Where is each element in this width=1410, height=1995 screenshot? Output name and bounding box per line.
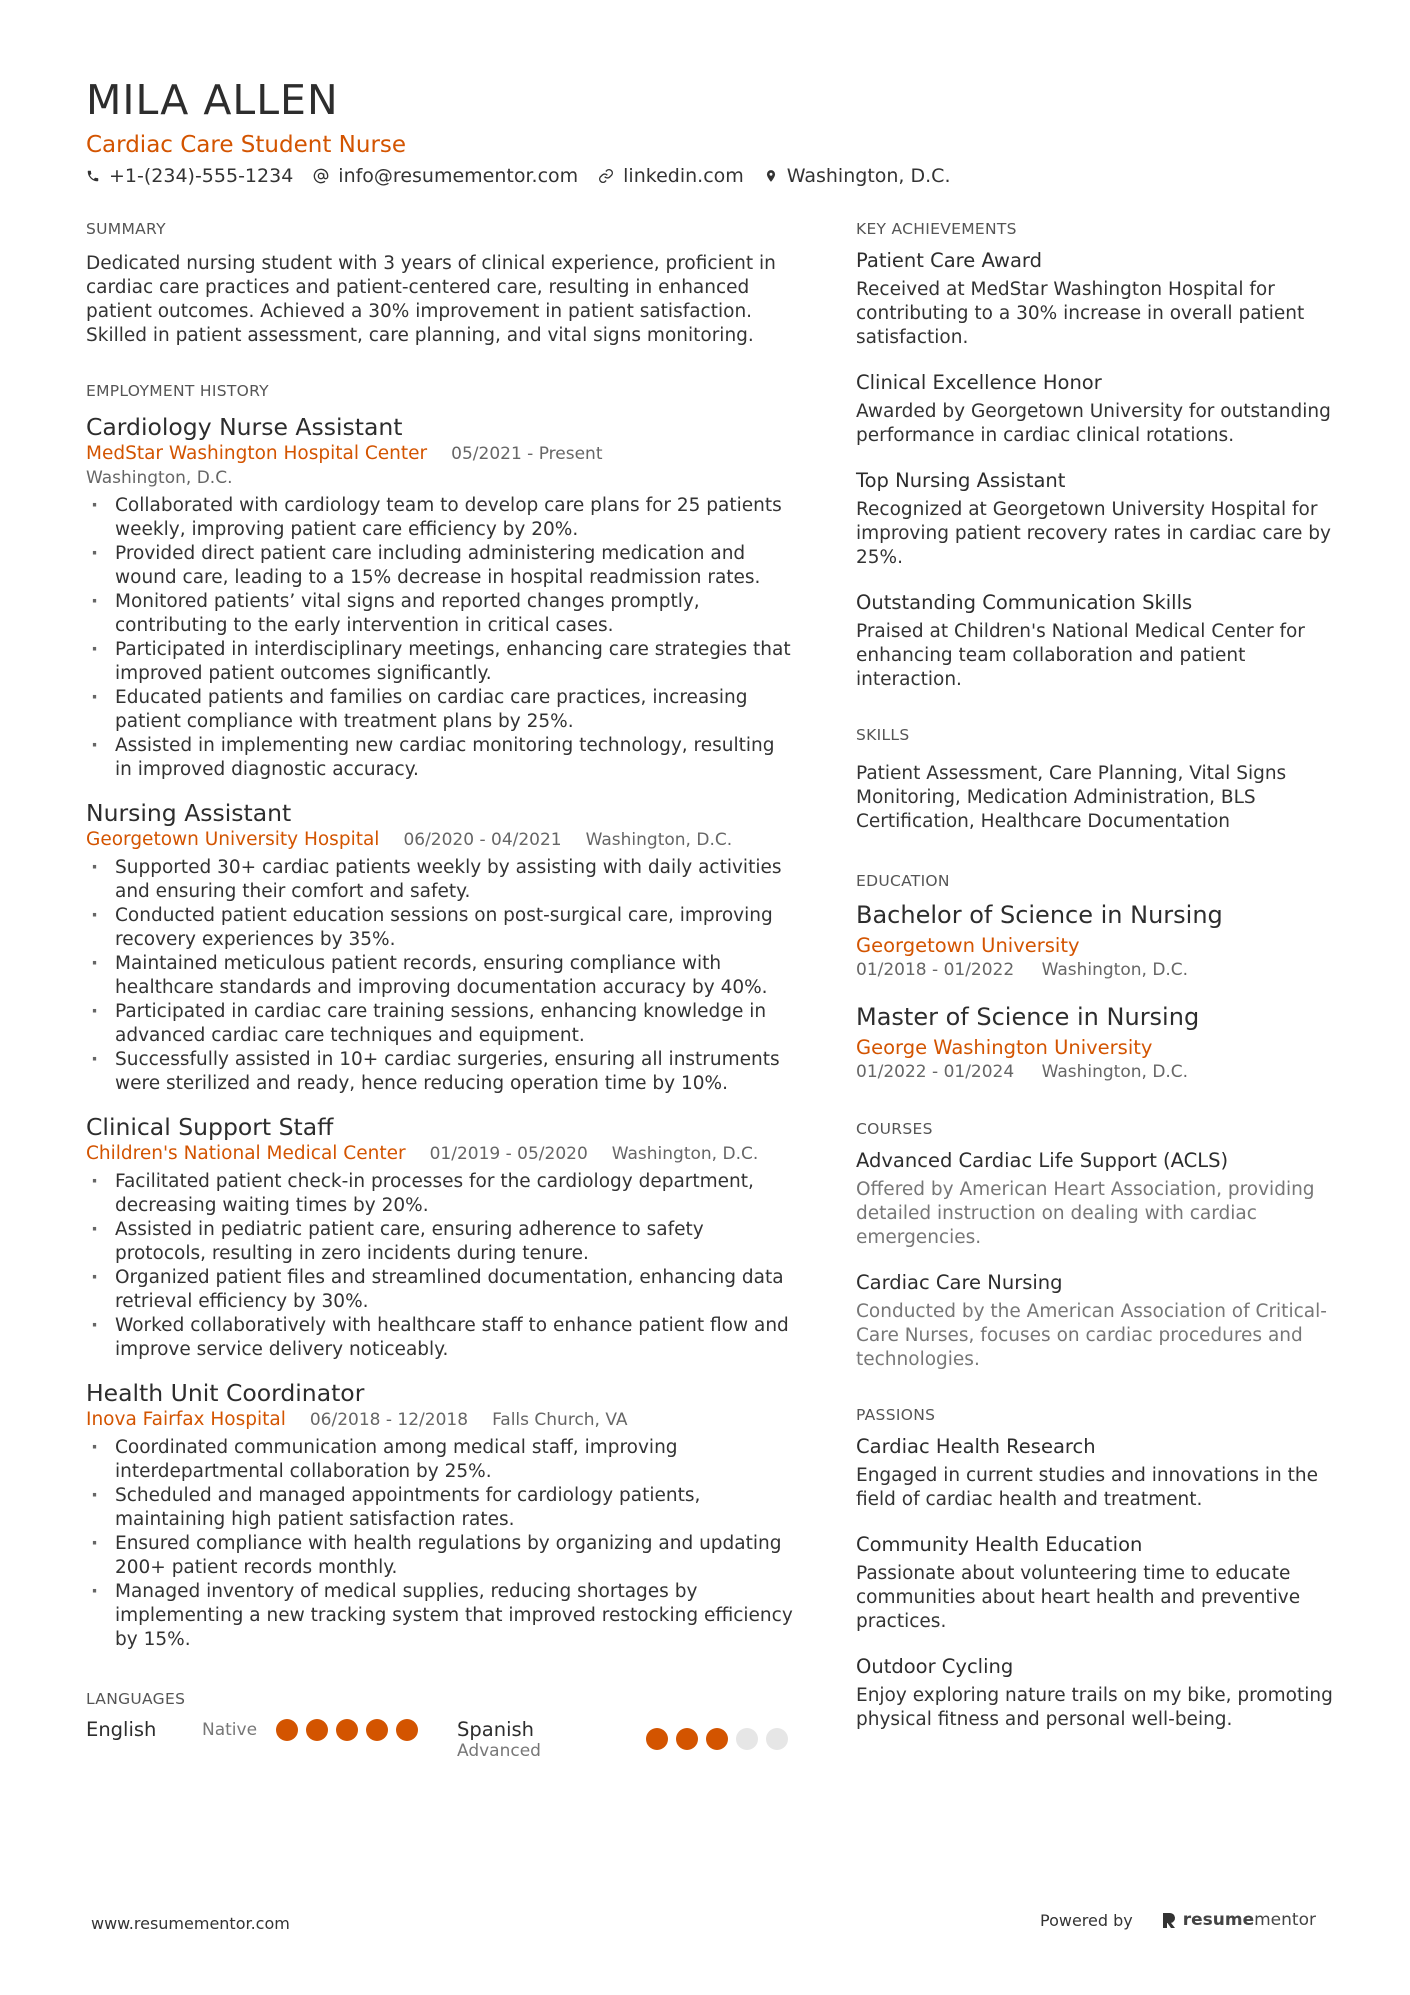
job-company: MedStar Washington Hospital Center — [86, 443, 428, 464]
rating-dot-filled — [706, 1728, 728, 1750]
phone-icon — [86, 169, 100, 183]
education-location: Washington, D.C. — [1041, 1062, 1189, 1082]
job-bullets — [86, 494, 796, 782]
achievement-desc: Awarded by Georgetown University for outstanding performance in cardiac clinical rotations. — [856, 401, 1331, 446]
candidate-headline: Cardiac Care Student Nurse — [86, 132, 407, 158]
job-entry — [86, 1378, 796, 1652]
brand-rest: mentor — [1254, 1910, 1316, 1930]
brand-bold: resume — [1182, 1910, 1255, 1930]
candidate-name: MILA ALLEN — [86, 76, 339, 124]
summary-text: Dedicated nursing student with 3 years of clinical experience, proficient in cardiac care practices and patient-centered care, resulting in enhanced patient outcomes. Achieved a 30% improvement in patient satisfaction. Skilled in patient assessment, care planning, and vital signs monitoring. — [86, 253, 776, 346]
job-bullet: · Collaborated with cardiology team to develop care plans for 25 patients weekly, improving patient care efficiency by 20%. — [86, 494, 796, 542]
passions-section — [856, 1406, 1336, 1732]
language-level: Native — [202, 1719, 258, 1740]
education-heading: EDUCATION — [856, 872, 950, 890]
passion-title: Community Health Education — [856, 1533, 1143, 1556]
achievement-title: Outstanding Communication Skills — [856, 591, 1193, 614]
course-desc: Conducted by the American Association of Critical-Care Nurses, focuses on cardiac procedures and technologies. — [856, 1301, 1327, 1370]
summary-section — [86, 220, 796, 348]
job-bullets — [86, 1436, 796, 1652]
language-rating — [646, 1728, 796, 1750]
rating-dot-filled — [306, 1719, 328, 1741]
job-location: Falls Church, VA — [492, 1410, 628, 1430]
job-entry — [86, 798, 796, 1096]
rating-dot-empty — [736, 1728, 758, 1750]
education-item — [856, 900, 1336, 982]
rating-dot-filled — [336, 1719, 358, 1741]
course-title: Advanced Cardiac Life Support (ACLS) — [856, 1149, 1229, 1172]
languages-row — [86, 1718, 796, 1761]
skills-heading: SKILLS — [856, 726, 910, 744]
course-title: Cardiac Care Nursing — [856, 1271, 1063, 1294]
job-bullet: · Assisted in implementing new cardiac monitoring technology, resulting in improved diagnostic accuracy. — [86, 734, 796, 782]
contact-linkedin[interactable] — [598, 165, 744, 187]
job-bullets — [86, 1170, 796, 1362]
job-meta — [86, 442, 796, 466]
achievement-title: Patient Care Award — [856, 249, 1042, 272]
rating-dot-filled — [276, 1719, 298, 1741]
job-meta — [86, 828, 796, 852]
footer-website[interactable]: www.resumementor.com — [91, 1914, 290, 1933]
languages-heading: LANGUAGES — [86, 1690, 186, 1708]
summary-heading: SUMMARY — [86, 220, 166, 238]
job-entry — [86, 412, 796, 782]
achievement-title: Clinical Excellence Honor — [856, 371, 1102, 394]
education-item — [856, 1002, 1336, 1084]
job-bullets — [86, 856, 796, 1096]
job-bullet: · Maintained meticulous patient records, ensuring compliance with healthcare standards and improving documentation accuracy by 40%. — [86, 952, 796, 1000]
job-location: Washington, D.C. — [585, 830, 733, 850]
passion-title: Outdoor Cycling — [856, 1655, 1014, 1678]
achievement-item — [856, 370, 1336, 448]
passions-heading: PASSIONS — [856, 1406, 936, 1424]
passion-title: Cardiac Health Research — [856, 1435, 1096, 1458]
map-pin-icon — [764, 168, 778, 184]
language-level: Advanced — [457, 1741, 541, 1761]
courses-section — [856, 1120, 1336, 1372]
left-column — [86, 220, 796, 1761]
language-rating — [276, 1719, 426, 1741]
education-school: Georgetown University — [856, 934, 1080, 957]
location-text: Washington, D.C. — [786, 165, 951, 187]
phone-text: +1-(234)-555-1234 — [109, 165, 294, 187]
language-english — [86, 1718, 457, 1741]
passion-desc: Engaged in current studies and innovations in the field of cardiac health and treatment. — [856, 1465, 1318, 1510]
job-bullet: · Provided direct patient care including administering medication and wound care, leading to a 15% decrease in hospital readmission rates. — [86, 542, 796, 590]
right-column — [856, 220, 1336, 1752]
passion-item — [856, 1434, 1336, 1512]
powered-by-label: Powered by — [1040, 1910, 1133, 1930]
course-item — [856, 1270, 1336, 1372]
job-dates: 06/2020 - 04/2021 — [403, 830, 562, 850]
language-spanish — [457, 1718, 796, 1761]
job-dates: 06/2018 - 12/2018 — [309, 1410, 469, 1430]
job-bullet: · Participated in interdisciplinary meetings, enhancing care strategies that improved patient outcomes significantly. — [86, 638, 796, 686]
passion-item — [856, 1654, 1336, 1732]
passion-desc: Passionate about volunteering time to educate communities about heart health and preventive practices. — [856, 1563, 1301, 1632]
job-company: Inova Fairfax Hospital — [86, 1409, 286, 1430]
language-name: Spanish — [457, 1718, 535, 1741]
education-meta — [856, 1060, 1336, 1084]
job-bullet: · Successfully assisted in 10+ cardiac surgeries, ensuring all instruments were sterilized and ready, hence reducing operation time by 10%. — [86, 1048, 796, 1096]
passion-item — [856, 1532, 1336, 1634]
course-desc: Offered by American Heart Association, providing detailed instruction on dealing with cardiac emergencies. — [856, 1179, 1315, 1248]
rating-dot-filled — [676, 1728, 698, 1750]
courses-heading: COURSES — [856, 1120, 933, 1138]
rating-dot-empty — [766, 1728, 788, 1750]
achievement-desc: Praised at Children's National Medical Center for enhancing team collaboration and patient interaction. — [856, 621, 1305, 690]
contact-email[interactable] — [313, 165, 578, 187]
skills-section — [856, 726, 1336, 834]
languages-section — [86, 1690, 796, 1761]
achievements-section — [856, 220, 1336, 692]
brand-logo[interactable] — [1161, 1910, 1316, 1930]
resumementor-logo-icon — [1161, 1911, 1177, 1929]
job-location: Washington, D.C. — [611, 1144, 759, 1164]
achievement-title: Top Nursing Assistant — [856, 469, 1066, 492]
job-company: Georgetown University Hospital — [86, 829, 380, 850]
education-dates: 01/2018 - 01/2022 — [856, 960, 1015, 980]
email-text: info@resumementor.com — [338, 165, 579, 187]
job-bullet: · Managed inventory of medical supplies, reducing shortages by implementing a new tracking system that improved restocking efficiency by 15%. — [86, 1580, 796, 1652]
job-company: Children's National Medical Center — [86, 1143, 406, 1164]
job-bullet: · Organized patient files and streamlined documentation, enhancing data retrieval efficiency by 30%. — [86, 1266, 796, 1314]
course-item — [856, 1148, 1336, 1250]
education-school: George Washington University — [856, 1036, 1153, 1059]
job-bullet: · Conducted patient education sessions on post-surgical care, improving recovery experiences by 35%. — [86, 904, 796, 952]
achievement-desc: Recognized at Georgetown University Hospital for improving patient recovery rates in cardiac care by 25%. — [856, 499, 1331, 568]
job-dates: 05/2021 - Present — [451, 444, 603, 464]
job-bullet: · Assisted in pediatric patient care, ensuring adherence to safety protocols, resulting in zero incidents during tenure. — [86, 1218, 796, 1266]
education-location: Washington, D.C. — [1041, 960, 1189, 980]
job-bullet: · Worked collaboratively with healthcare staff to enhance patient flow and improve service delivery noticeably. — [86, 1314, 796, 1362]
job-title: Nursing Assistant — [86, 799, 292, 827]
job-dates: 01/2019 - 05/2020 — [429, 1144, 588, 1164]
education-meta — [856, 958, 1336, 982]
job-bullet: · Scheduled and managed appointments for cardiology patients, maintaining high patient satisfaction rates. — [86, 1484, 796, 1532]
job-title: Clinical Support Staff — [86, 1113, 334, 1141]
education-degree: Master of Science in Nursing — [856, 1003, 1200, 1031]
contact-phone[interactable] — [86, 165, 293, 187]
rating-dot-filled — [366, 1719, 388, 1741]
achievement-item — [856, 248, 1336, 350]
skills-text: Patient Assessment, Care Planning, Vital Signs Monitoring, Medication Administration, BLS Certification, Healthcare Documentation — [856, 763, 1287, 832]
job-bullet: · Ensured compliance with health regulations by organizing and updating 200+ patient records monthly. — [86, 1532, 796, 1580]
footer-powered-by — [1040, 1910, 1316, 1930]
link-icon — [598, 168, 614, 184]
linkedin-text: linkedin.com — [623, 165, 744, 187]
job-bullet: · Monitored patients’ vital signs and reported changes promptly, contributing to the early intervention in critical cases. — [86, 590, 796, 638]
employment-heading: EMPLOYMENT HISTORY — [86, 382, 269, 400]
rating-dot-filled — [396, 1719, 418, 1741]
achievement-desc: Received at MedStar Washington Hospital for contributing to a 30% increase in overall patient satisfaction. — [856, 279, 1305, 348]
achievement-item — [856, 590, 1336, 692]
employment-section — [86, 382, 796, 1652]
job-bullet: · Facilitated patient check-in processes for the cardiology department, decreasing waiting times by 20%. — [86, 1170, 796, 1218]
job-bullet: · Coordinated communication among medical staff, improving interdepartmental collaboration by 25%. — [86, 1436, 796, 1484]
achievement-item — [856, 468, 1336, 570]
achievements-heading: KEY ACHIEVEMENTS — [856, 220, 1017, 238]
education-dates: 01/2022 - 01/2024 — [856, 1062, 1015, 1082]
education-section — [856, 872, 1336, 1084]
job-title: Health Unit Coordinator — [86, 1379, 365, 1407]
rating-dot-filled — [646, 1728, 668, 1750]
job-meta — [86, 1142, 796, 1166]
job-entry — [86, 1112, 796, 1362]
job-bullet: · Supported 30+ cardiac patients weekly by assisting with daily activities and ensuring their comfort and safety. — [86, 856, 796, 904]
passion-desc: Enjoy exploring nature trails on my bike, promoting physical fitness and personal well-being. — [856, 1685, 1333, 1730]
job-location: Washington, D.C. — [86, 468, 233, 488]
job-bullet: · Educated patients and families on cardiac care practices, increasing patient compliance with treatment plans by 25%. — [86, 686, 796, 734]
job-meta — [86, 1408, 796, 1432]
at-sign-icon — [313, 168, 329, 184]
education-degree: Bachelor of Science in Nursing — [856, 901, 1223, 929]
job-title: Cardiology Nurse Assistant — [86, 413, 403, 441]
job-bullet: · Participated in cardiac care training sessions, enhancing knowledge in advanced cardiac care techniques and equipment. — [86, 1000, 796, 1048]
contact-bar — [86, 165, 971, 187]
contact-location — [764, 165, 951, 187]
language-name: English — [86, 1718, 157, 1741]
